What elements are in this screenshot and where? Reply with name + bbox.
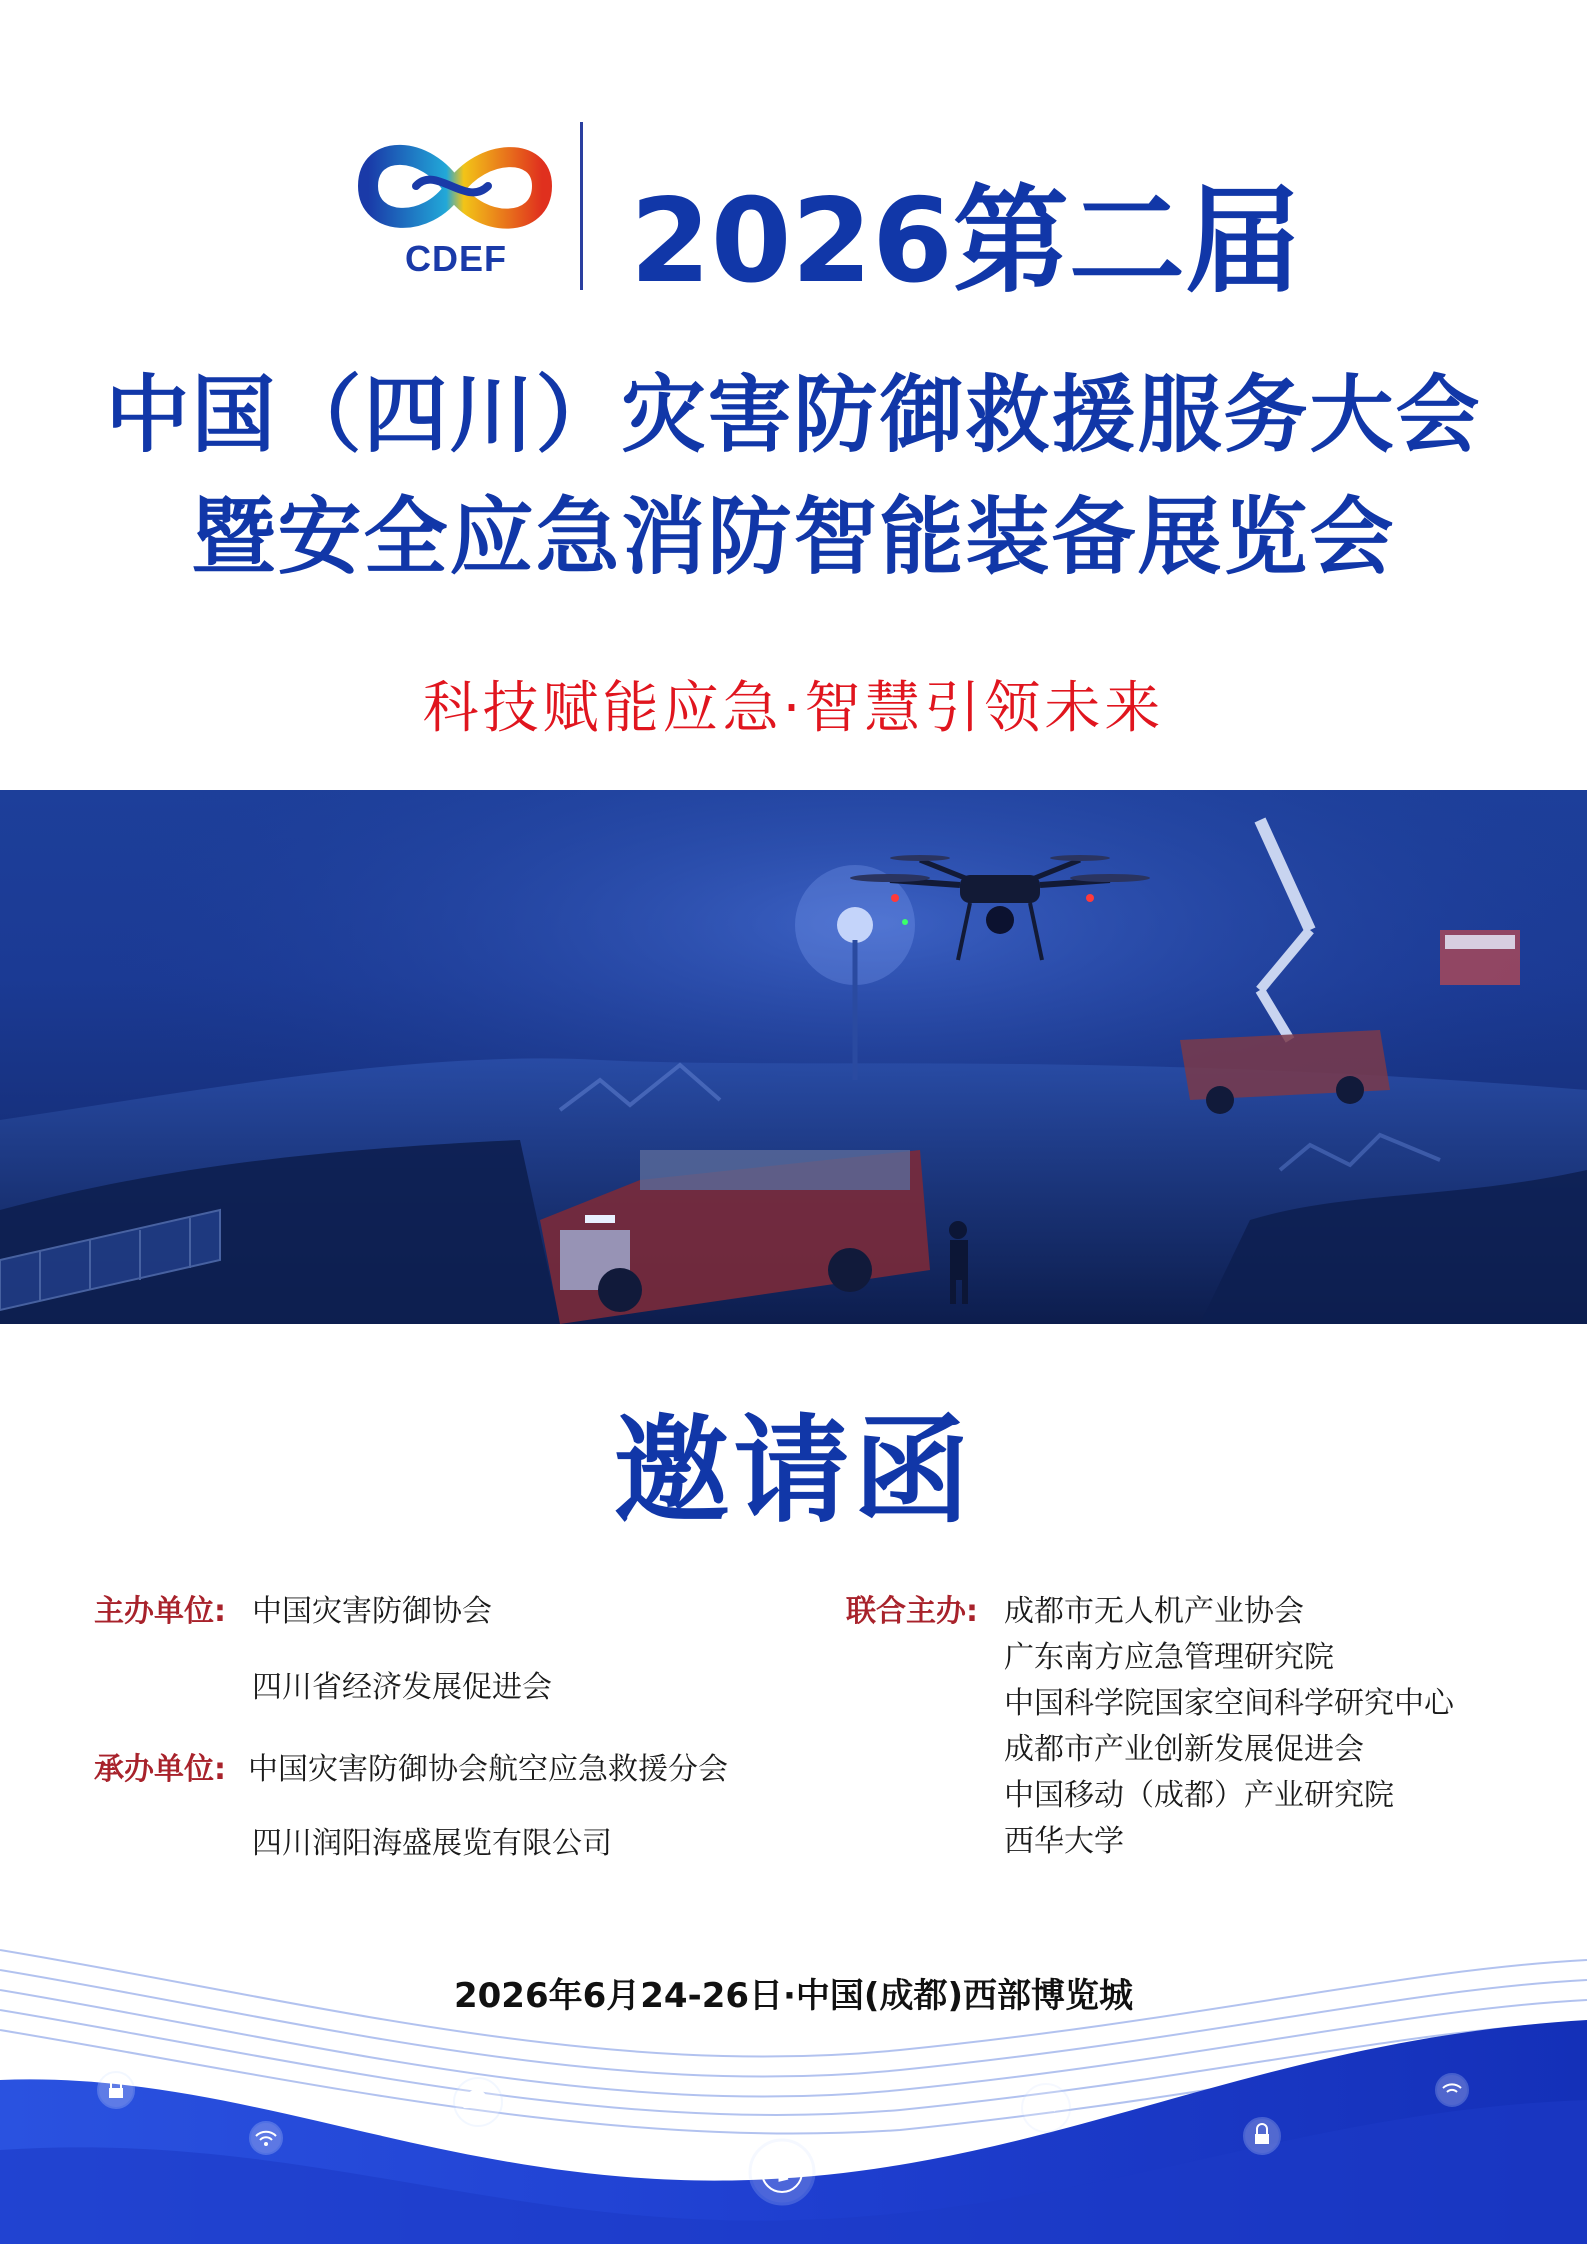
cdef-logo-icon <box>356 134 552 282</box>
wifi-icon <box>1436 2074 1468 2106</box>
touch-icon <box>750 2140 814 2204</box>
date-location: 2026年6月24-26日·中国(成都)西部博览城 <box>453 1976 1134 2016</box>
lock-icon <box>1244 2118 1280 2154</box>
wifi-icon <box>250 2122 282 2154</box>
host-item: 中国灾害防御协会 <box>252 1594 492 1629</box>
invitation-title: 邀请函 <box>613 1403 974 1539</box>
cloud-icon <box>454 2078 502 2126</box>
wifi-icon <box>1022 2084 1070 2132</box>
logo-text: CDEF <box>405 238 507 279</box>
rescue-scene-banner <box>0 790 1587 1324</box>
slogan: 科技赋能应急·智慧引领未来 <box>422 676 1165 741</box>
cohost-item: 中国科学院国家空间科学研究中心 <box>1004 1686 1454 1721</box>
edition-title: 2026第二届 <box>630 174 1301 309</box>
cohost-label: 联合主办: <box>846 1594 978 1629</box>
host-label: 主办单位: <box>94 1594 226 1629</box>
cohost-item: 广东南方应急管理研究院 <box>1004 1640 1334 1675</box>
undertaker-label: 承办单位: <box>94 1752 226 1787</box>
undertaker-item: 中国灾害防御协会航空应急救援分会 <box>248 1752 728 1787</box>
cohost-item: 西华大学 <box>1004 1824 1124 1859</box>
cohost-item: 中国移动（成都）产业研究院 <box>1004 1778 1394 1813</box>
event-title-line2: 暨安全应急消防智能装备展览会 <box>191 487 1396 586</box>
host-item: 四川省经济发展促进会 <box>252 1670 552 1705</box>
undertaker-item: 四川润阳海盛展览有限公司 <box>252 1826 612 1861</box>
event-title-line1: 中国（四川）灾害防御救援服务大会 <box>105 365 1482 464</box>
cohost-item: 成都市无人机产业协会 <box>1004 1594 1304 1629</box>
header-divider <box>580 122 583 290</box>
lock-icon <box>98 2072 134 2108</box>
cohost-item: 成都市产业创新发展促进会 <box>1004 1732 1364 1767</box>
